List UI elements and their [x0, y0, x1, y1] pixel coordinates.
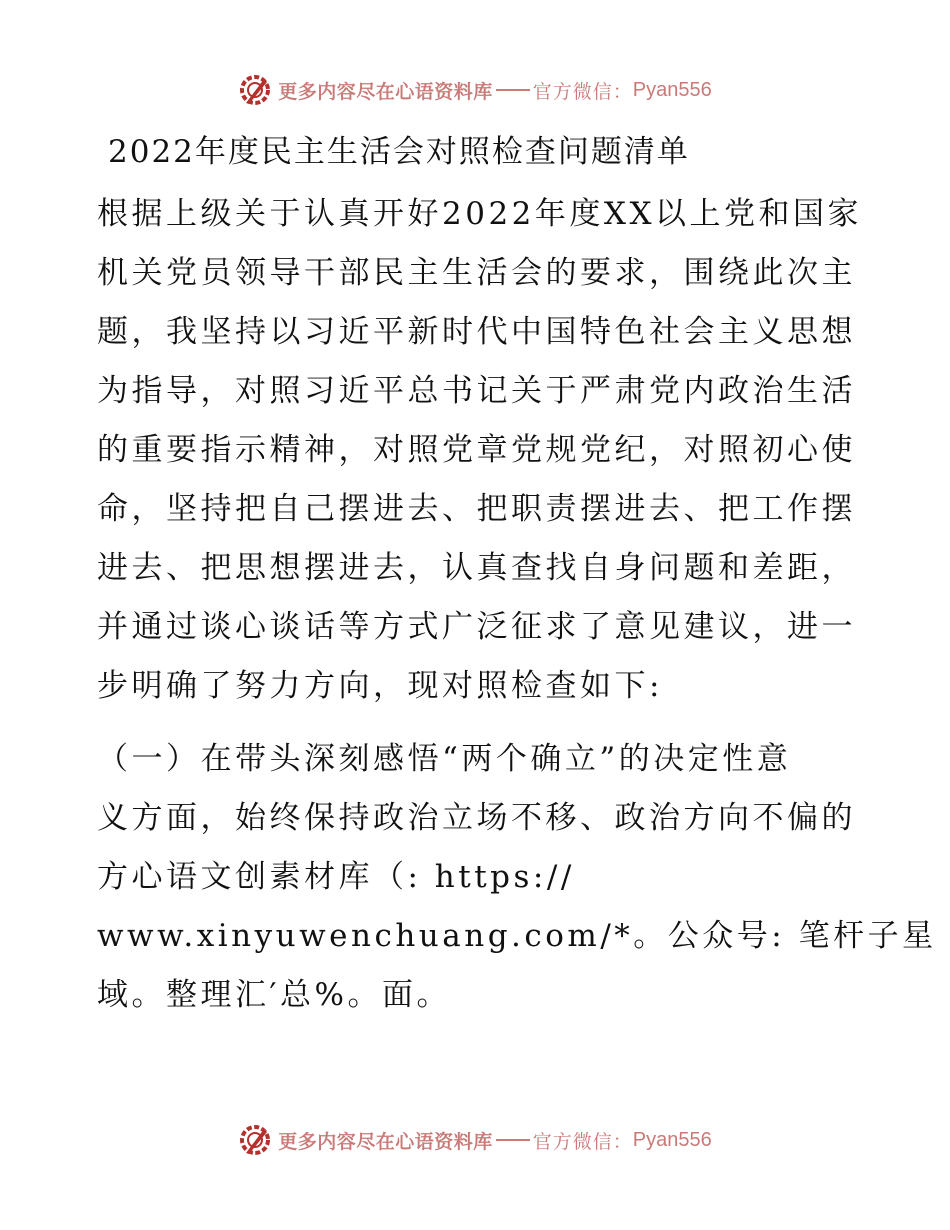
watermark-dash [496, 89, 530, 91]
watermark-account: Pyan556 [632, 78, 712, 101]
intro-paragraph [97, 196, 863, 730]
intro-line: 的重要指示精神，对照党章党规党纪，对照初心使 [97, 432, 856, 468]
section-line: www.xinyuwenchuang.com/*。公众号: 笔杆子星 [97, 918, 937, 954]
watermark-sub-text: 官方微信： [532, 80, 633, 103]
document-title: 2022年度民主生活会对照检查问题清单 [108, 134, 690, 170]
intro-line: 根据上级关于认真开好2022年度XX以上党和国家 [97, 196, 863, 232]
watermark-banner-bottom [0, 1120, 950, 1160]
intro-line: 为指导，对照习近平总书记关于严肃党内政治生活 [97, 373, 856, 409]
watermark-banner-top [0, 70, 950, 110]
watermark-main-text: 更多内容尽在心语资料库 [278, 80, 493, 103]
section-line: 域。整理汇′总%。面。 [97, 977, 451, 1013]
watermark-sub-text: 官方微信： [532, 1130, 633, 1153]
intro-line: 步明确了努力方向，现对照检查如下: [97, 668, 663, 704]
gear-pen-logo-icon [238, 1123, 272, 1157]
gear-pen-logo-icon [238, 73, 272, 107]
intro-line: 进去、把思想摆进去，认真查找自身问题和差距， [97, 550, 856, 586]
watermark-dash [496, 1139, 530, 1141]
section-one-paragraph [97, 741, 937, 1039]
intro-line: 机关党员领导干部民主生活会的要求，围绕此次主 [97, 255, 856, 291]
watermark-account: Pyan556 [632, 1128, 712, 1151]
intro-line: 并通过谈心谈话等方式广泛征求了意见建议，进一 [97, 609, 856, 645]
section-line: 义方面，始终保持政治立场不移、政治方向不偏的 [97, 800, 856, 836]
section-line: 方心语文创素材库（: https:// [97, 859, 575, 895]
section-line: （一）在带头深刻感悟“两个确立”的决定性意 [97, 741, 792, 777]
intro-line: 命，坚持把自己摆进去、把职责摆进去、把工作摆 [97, 491, 856, 527]
intro-line: 题，我坚持以习近平新时代中国特色社会主义思想 [97, 314, 856, 350]
watermark-main-text: 更多内容尽在心语资料库 [278, 1130, 493, 1153]
